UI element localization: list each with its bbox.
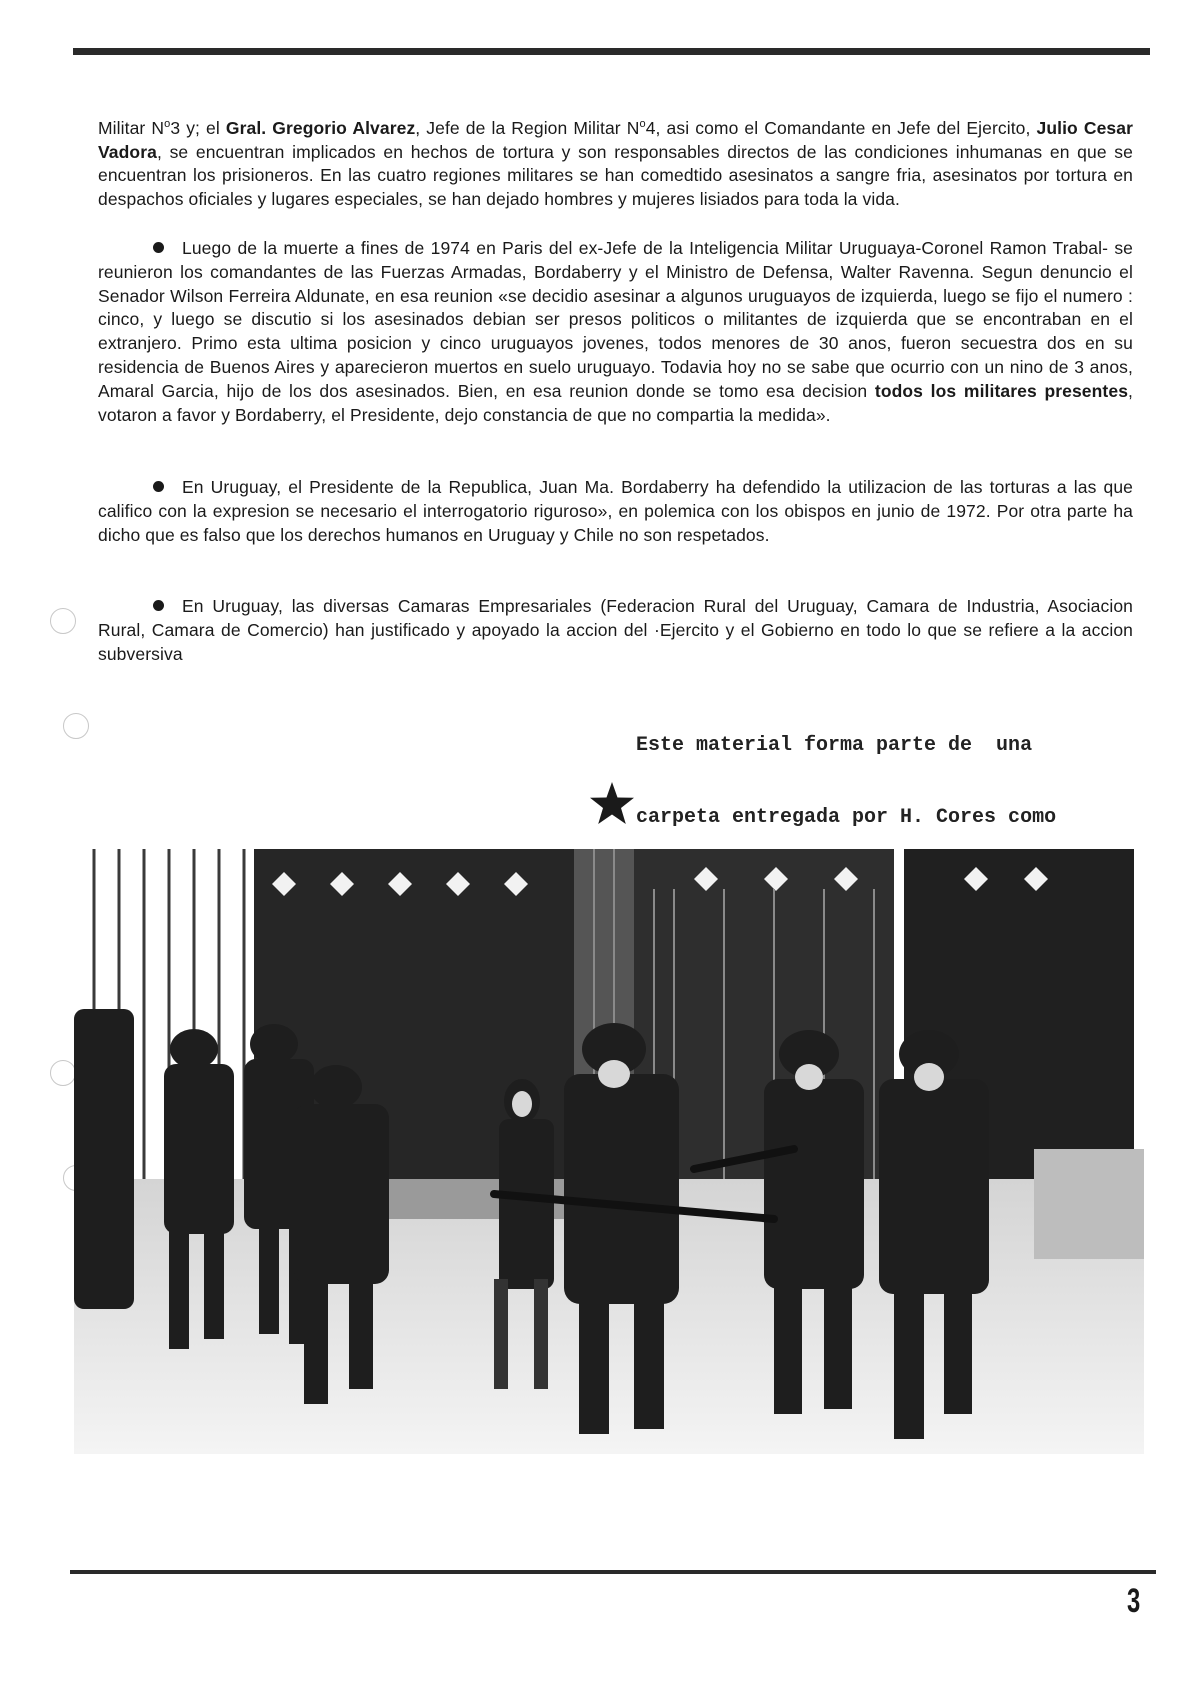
- typewritten-line-2: carpeta entregada por H. Cores como: [636, 806, 1057, 829]
- paragraph-1-text-a: Militar N: [98, 117, 165, 138]
- star-icon: [589, 781, 635, 825]
- paragraph-1-text-c: , Jefe de la Region Militar N: [415, 117, 640, 138]
- page-number: 3: [1127, 1582, 1141, 1620]
- paragraph-1-text-b: 3 y; el: [170, 117, 226, 138]
- paragraph-2-text-b: , votaron a favor y Bordaberry, el Presidente, dejo constancia de que no compartia la medida».: [98, 380, 1133, 425]
- paragraph-3-text: En Uruguay, el Presidente de la Republica, Juan Ma. Bordaberry ha defendido la utilizacion de las torturas a las que califico con la expresion se necesario el interrogatorio riguroso», en polemica con los obispos en junio de 1972. Por otra parte ha dicho que es falso que los derechos humanos en Uruguay y Chile no son respetados.: [98, 477, 1133, 545]
- bullet-icon: [153, 481, 164, 492]
- paragraph-1-bold-a: Gral. Gregorio Alvarez: [225, 117, 416, 138]
- paragraph-4-text: En Uruguay, las diversas Camaras Empresariales (Federacion Rural del Uruguay, Camara de Industria, Asociacion Rural, Camara de Comercio) han justificado y apoyado la accion del ·Ejercito y el Gobierno en todo lo que se refiere a la accion subversiva: [98, 596, 1133, 664]
- paragraph-1-text-d: 4, asi como el Comandante en Jefe del Ejercito,: [645, 117, 1037, 138]
- typewritten-line-1: Este material forma parte de una: [636, 734, 1033, 757]
- top-rule: [73, 48, 1150, 55]
- paragraph-2-bold-a: todos los militares presentes: [874, 380, 1129, 401]
- paragraph-2: [98, 237, 1133, 427]
- paragraph-2-text-a: Luego de la muerte a fines de 1974 en Paris del ex-Jefe de la Inteligencia Militar Uruguaya-Coronel Ramon Trabal- se reunieron los comandantes de las Fuerzas Armadas, Bordaberry y el Ministro de Defensa, Walter Ravenna. Segun denuncio el Senador Wilson Ferreira Aldunate, en esa reunion «se decidio asesinar a algunos uruguayos de izquierda, luego se fijo el numero : cinco, y luego se discutio si los asesinados debian ser presos politicos o militantes de izquierda que se encontraban en el extranjero. Primo esta ultima posicion y cinco uruguayos jovenes, todos menores de 30 anos, fueron secuestra dos en su residencia de Buenos Aires y aparecieron muertos en suelo uruguayo. Todavia hoy no se sabe que ocurrio con un nino de 3 anos, Amaral Garcia, hijo de los dos asesinados. Bien, en esa reunion donde se tomo esa decision: [98, 238, 1133, 401]
- binder-hole-3: [50, 1060, 76, 1086]
- soldiers-photo-image: [74, 849, 1144, 1454]
- paragraph-1-text-e: , se encuentran implicados en hechos de tortura y son responsables directos de las condiciones inhumanas en que se encuentran los prisioneros. En las cuatro regiones militares se han comedtido asesinatos a sangre fria, asesinatos por tortura en despachos oficiales y lugares especiales, se han dejado hombres y mujeres lisiados para toda la vida.: [98, 141, 1133, 210]
- paragraph-3: [98, 476, 1133, 547]
- binder-hole-2: [63, 713, 89, 739]
- paragraph-4: [98, 595, 1133, 666]
- bullet-icon: [153, 242, 164, 253]
- paragraph-1: [98, 113, 1133, 212]
- paragraph-1-bold-b: Julio Cesar Vadora: [98, 117, 1133, 162]
- binder-hole-1: [50, 608, 76, 634]
- bottom-rule: [70, 1570, 1156, 1574]
- paragraph-1-sup-a: o: [164, 118, 171, 130]
- bullet-icon: [153, 600, 164, 611]
- paragraph-1-sup-b: o: [639, 118, 646, 130]
- soldiers-photo: [74, 849, 1144, 1454]
